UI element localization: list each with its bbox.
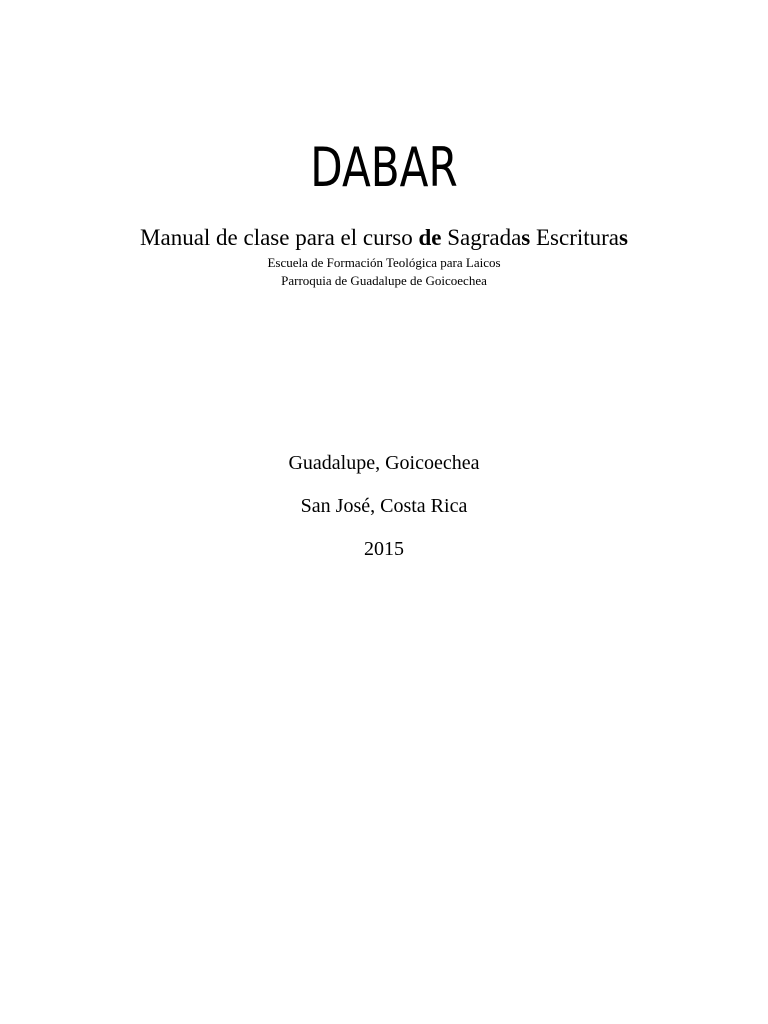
city-line: Guadalupe, Goicoechea	[288, 452, 480, 474]
subtitle-bold-s-2: s	[619, 225, 628, 250]
subtitle-text-2: Sagrada	[441, 225, 522, 250]
subtitle-bold-s-1: s	[521, 225, 531, 250]
subtitle-text-3: Escritura	[530, 225, 620, 250]
parish-name: Parroquia de Guadalupe de Goicoechea	[281, 273, 487, 288]
year-line: 2015	[364, 538, 404, 560]
document-title: DABAR	[310, 136, 458, 199]
school-name: Escuela de Formación Teológica para Laicos	[267, 255, 501, 270]
subtitle-text-1: Manual de clase para el curso	[140, 225, 419, 250]
subtitle-bold-de: de	[418, 225, 442, 250]
country-line: San José, Costa Rica	[300, 495, 468, 517]
document-subtitle	[0, 224, 768, 252]
